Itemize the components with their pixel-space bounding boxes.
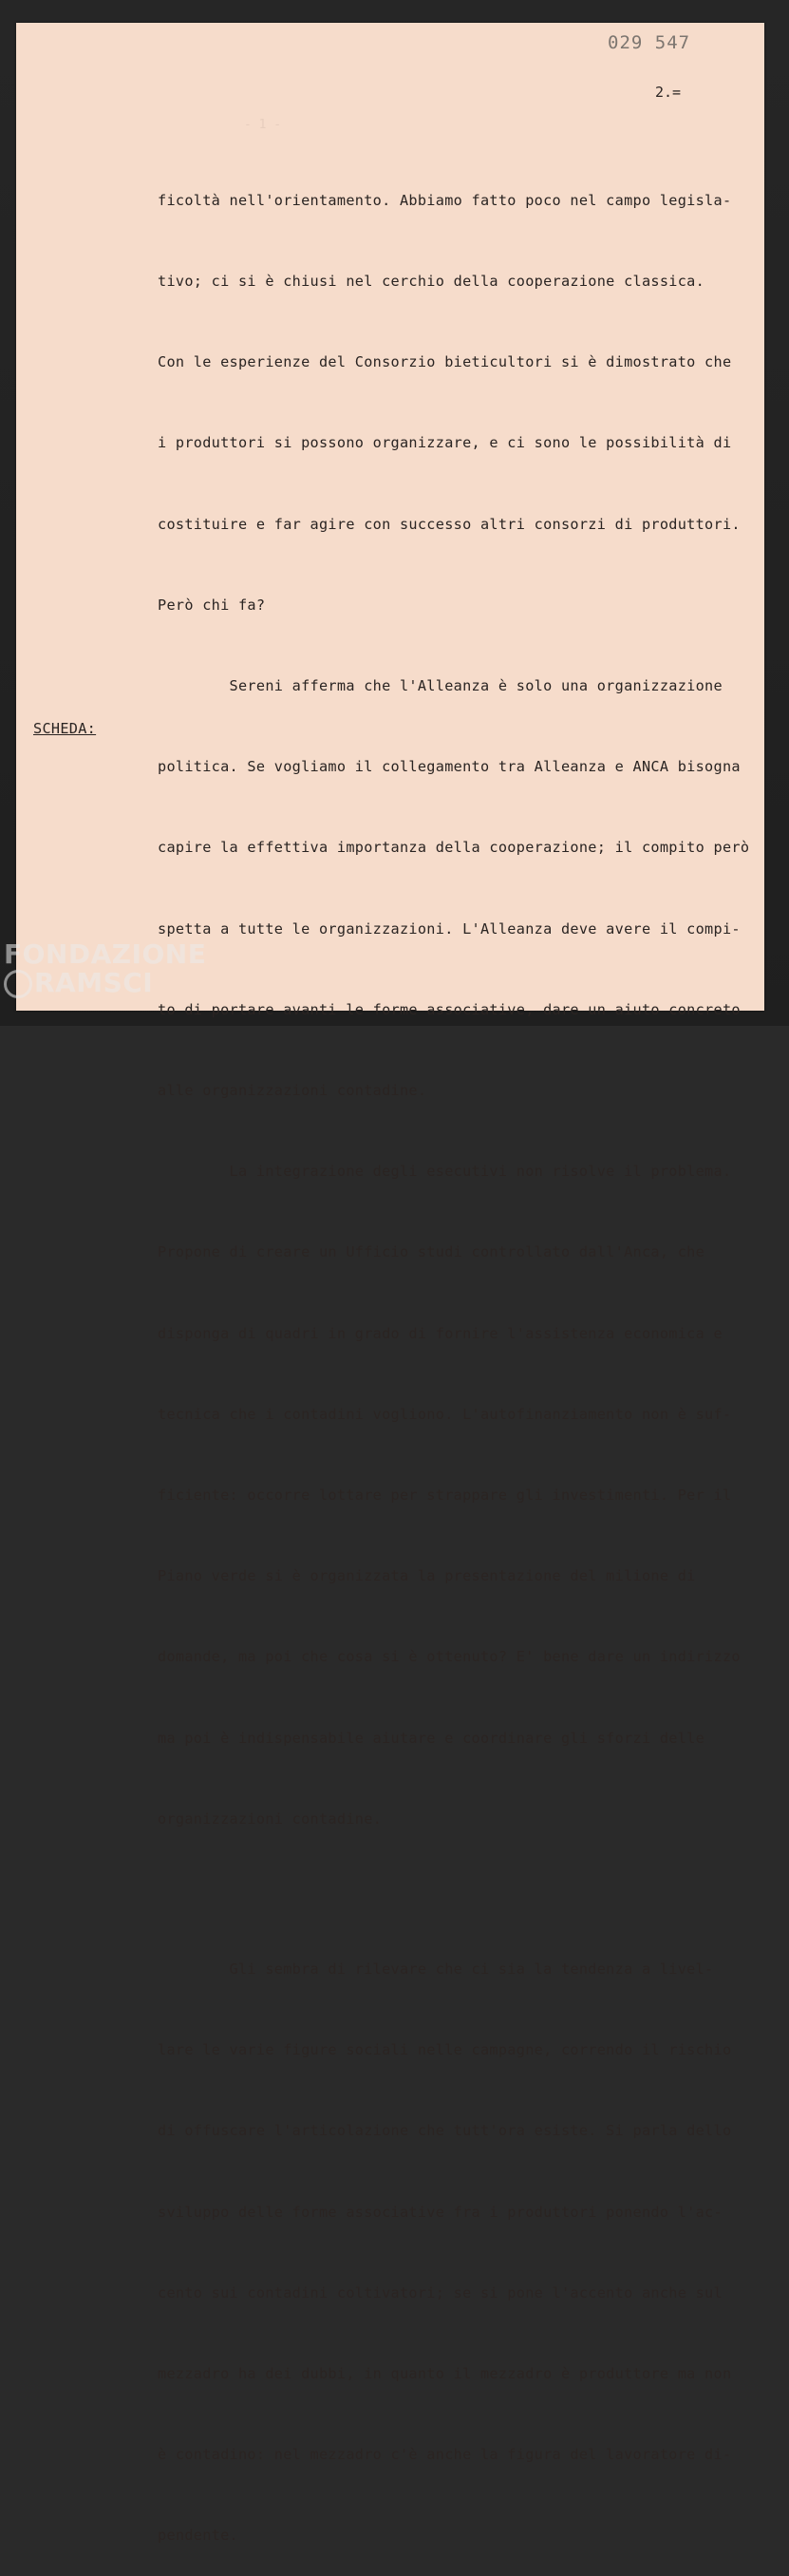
scheda-line: sviluppo delle forme associative fra i produttori ponendo l'ac- <box>158 2203 723 2221</box>
scheda-line: Gli sembra di rilevare che ci sia la tendenza a livel- <box>158 1960 714 1978</box>
scheda-line: di offuscare l'articolazione che tutt'ora esiste. Si parla dello <box>158 2122 732 2140</box>
text-line: ma poi è indispensabile aiutare e coordinare gli sforzi delle <box>158 1729 705 1747</box>
scheda-line: lare le varie figure sociali nelle campagne, correndo il rischio <box>158 2041 732 2059</box>
watermark-line2-text: RAMSCI <box>34 967 154 998</box>
scheda-line: è contadino: nel mezzadro c'è anche la figura del lavoratore di- <box>158 2446 732 2464</box>
text-line: capire la effettiva importanza della cooperazione; il compito però <box>158 839 750 857</box>
text-line: disponga di quadri in grado di fornire l'assistenza economica e <box>158 1324 723 1342</box>
page-number: 2.= <box>655 84 682 101</box>
text-line: tecnica che i contadini vogliono. L'autofinanziamento non è suf- <box>158 1405 732 1423</box>
g-logo-icon <box>4 970 32 998</box>
scheda-label: SCHEDA: <box>33 720 97 737</box>
text-line: ficiente: occorre lottare per strappare gli investimenti. Per il <box>158 1487 732 1505</box>
scheda-line: mezzadro ha dei dubbi, in quanto il mezzadro è produttore ma non <box>158 2364 732 2382</box>
archive-number: 029 547 <box>608 32 691 53</box>
text-line: ficoltà nell'orientamento. Abbiamo fatto poco nel campo legisla- <box>158 191 732 209</box>
paragraph-gap <box>158 1886 765 1902</box>
text-line: costituire e far agire con successo altri consorzi di produttori. <box>158 515 741 533</box>
text-line: Sereni afferma che l'Alleanza è solo una organizzazione <box>158 677 723 695</box>
text-line: tivo; ci si è chiusi nel cerchio della cooperazione classica. <box>158 273 705 291</box>
fondazione-gramsci-watermark <box>4 940 206 998</box>
watermark-line1: FONDAZIONE <box>4 938 207 970</box>
text-line: La integrazione degli esecutivi non risolve il problema. <box>158 1163 732 1181</box>
text-line: politica. Se vogliamo il collegamento tra Alleanza e ANCA bisogna <box>158 758 741 776</box>
text-line: Però chi fa? <box>158 596 266 614</box>
text-line: Propone di creare un Ufficio studi controllato dall'Anca, che <box>158 1243 705 1261</box>
bleed-through: - 1 - <box>244 118 282 132</box>
body-text <box>158 133 765 2576</box>
text-line: domande, ma poi che cosa si è ottenuto? E' bene dare un indirizzo <box>158 1648 741 1666</box>
watermark-line2 <box>4 969 206 998</box>
text-line: Con le esperienze del Consorzio bieticultori si è dimostrato che <box>158 353 732 371</box>
text-line: Piano verde si è organizzata la presentazione del milione di <box>158 1567 696 1585</box>
text-line: organizzazioni contadine. <box>158 1809 383 1828</box>
text-line: i produttori si possono organizzare, e ci sono le possibilità di <box>158 434 732 452</box>
scheda-line: cento sui contadini coltivatori; se si pone l'accento anche sul <box>158 2283 723 2301</box>
text-line: alle organizzazioni contadine. <box>158 1082 427 1100</box>
text-line: spetta a tutte le organizzazioni. L'Alleanza deve avere il compi- <box>158 919 741 938</box>
scheda-line: pendente. <box>158 2527 238 2545</box>
text-line: to di portare avanti le forme associative, dare un aiuto concreto <box>158 1000 741 1018</box>
